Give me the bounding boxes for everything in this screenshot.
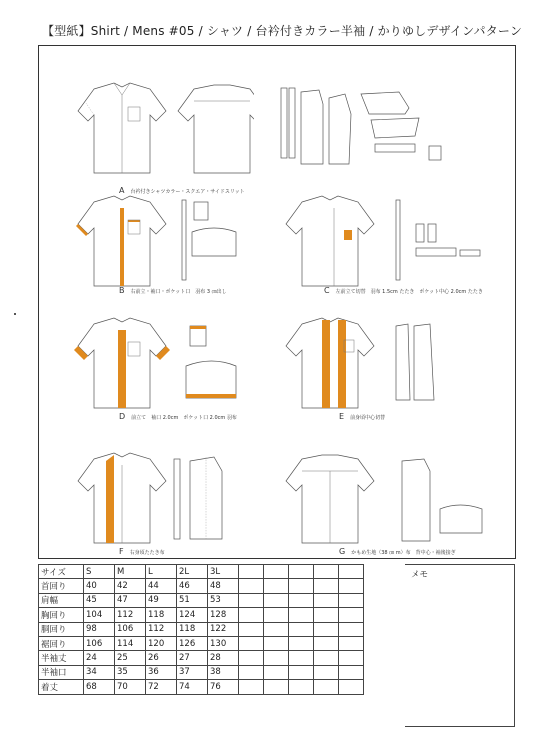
size-row-label: 裾回り bbox=[39, 636, 84, 650]
size-row-label: 胴回り bbox=[39, 622, 84, 636]
size-value-cell: 46 bbox=[177, 579, 208, 593]
panel-c bbox=[284, 194, 504, 298]
blank-cell bbox=[339, 680, 364, 694]
blank-cell bbox=[239, 622, 264, 636]
size-row-label: 半袖口 bbox=[39, 665, 84, 679]
panel-d-caption: 前立て 袖口 2.0cm ポケット口 2.0cm 羽布 bbox=[131, 415, 237, 421]
blank-cell bbox=[289, 636, 314, 650]
size-value-cell: 34 bbox=[84, 665, 115, 679]
pattern-frame bbox=[38, 45, 516, 559]
blank-cell bbox=[289, 651, 314, 665]
blank-cell bbox=[339, 608, 364, 622]
panel-a bbox=[64, 76, 254, 195]
panel-f-caption: 右身頃たたき布 bbox=[129, 550, 165, 556]
panel-b bbox=[64, 194, 254, 298]
size-value-cell: 128 bbox=[208, 608, 239, 622]
header-cell: S bbox=[84, 565, 115, 579]
shirt-d-illustration bbox=[64, 316, 254, 416]
size-row-label: 首回り bbox=[39, 579, 84, 593]
memo-label: メモ bbox=[411, 570, 429, 580]
panel-a-caption: 台衿付きシャツカラー・スクエア・サイドスリット bbox=[130, 189, 245, 195]
size-value-cell: 112 bbox=[115, 608, 146, 622]
panel-e bbox=[284, 316, 504, 420]
blank-cell bbox=[239, 579, 264, 593]
size-value-cell: 74 bbox=[177, 680, 208, 694]
header-cell: 3L bbox=[208, 565, 239, 579]
panel-a-letter: A bbox=[119, 186, 125, 195]
size-value-cell: 118 bbox=[146, 608, 177, 622]
size-value-cell: 24 bbox=[84, 651, 115, 665]
shirt-g-illustration bbox=[284, 451, 504, 551]
panel-g-letter: G bbox=[339, 547, 346, 556]
blank-cell bbox=[264, 565, 289, 579]
size-row-label: 半袖丈 bbox=[39, 651, 84, 665]
blank-cell bbox=[289, 593, 314, 607]
size-table-header bbox=[39, 565, 364, 579]
blank-cell bbox=[264, 665, 289, 679]
blank-cell bbox=[264, 651, 289, 665]
size-value-cell: 106 bbox=[115, 622, 146, 636]
header-cell: M bbox=[115, 565, 146, 579]
panel-b-caption: 右前立・袖口・ポケット口 羽布 3 ㎝出し bbox=[130, 289, 227, 295]
size-value-cell: 26 bbox=[146, 651, 177, 665]
size-value-cell: 70 bbox=[115, 680, 146, 694]
blank-cell bbox=[314, 593, 339, 607]
blank-cell bbox=[239, 636, 264, 650]
panel-e-caption: 前身頃中心切替 bbox=[350, 415, 386, 421]
table-row bbox=[39, 593, 364, 607]
blank-cell bbox=[239, 565, 264, 579]
panel-g-caption: かもめ生地（38 ㎝ m）布 背中心・袖後接ぎ bbox=[351, 550, 456, 556]
size-row-label: 肩幅 bbox=[39, 593, 84, 607]
blank-cell bbox=[289, 565, 314, 579]
panel-a-pattern-pieces bbox=[279, 84, 449, 178]
shirt-e-illustration bbox=[284, 316, 504, 416]
table-row bbox=[39, 608, 364, 622]
size-value-cell: 51 bbox=[177, 593, 208, 607]
pattern-pieces-a bbox=[279, 84, 449, 174]
size-value-cell: 25 bbox=[115, 651, 146, 665]
size-value-cell: 45 bbox=[84, 593, 115, 607]
panel-d bbox=[64, 316, 254, 420]
size-value-cell: 106 bbox=[84, 636, 115, 650]
blank-cell bbox=[339, 579, 364, 593]
size-value-cell: 98 bbox=[84, 622, 115, 636]
blank-cell bbox=[339, 565, 364, 579]
blank-cell bbox=[314, 680, 339, 694]
size-value-cell: 112 bbox=[146, 622, 177, 636]
size-row-label: 胸回り bbox=[39, 608, 84, 622]
size-value-cell: 76 bbox=[208, 680, 239, 694]
size-value-cell: 27 bbox=[177, 651, 208, 665]
header-cell: サイズ bbox=[39, 565, 84, 579]
table-row bbox=[39, 665, 364, 679]
size-value-cell: 53 bbox=[208, 593, 239, 607]
shirt-front-back-illustration bbox=[64, 76, 254, 186]
blank-cell bbox=[289, 579, 314, 593]
size-value-cell: 114 bbox=[115, 636, 146, 650]
blank-cell bbox=[339, 636, 364, 650]
size-row-label: 着丈 bbox=[39, 680, 84, 694]
blank-cell bbox=[239, 665, 264, 679]
panel-e-letter: E bbox=[339, 412, 345, 421]
blank-cell bbox=[289, 608, 314, 622]
blank-cell bbox=[339, 622, 364, 636]
size-value-cell: 44 bbox=[146, 579, 177, 593]
blank-cell bbox=[289, 680, 314, 694]
size-value-cell: 36 bbox=[146, 665, 177, 679]
table-row bbox=[39, 579, 364, 593]
blank-cell bbox=[339, 665, 364, 679]
blank-cell bbox=[264, 593, 289, 607]
panel-g bbox=[284, 451, 504, 555]
panel-c-caption: 左前立て切替 羽布 1.5cm たたき ポケット中心 2.0cm たたき bbox=[335, 289, 483, 295]
header-cell: L bbox=[146, 565, 177, 579]
size-value-cell: 104 bbox=[84, 608, 115, 622]
blank-cell bbox=[314, 636, 339, 650]
stray-mark bbox=[14, 313, 16, 315]
table-row bbox=[39, 680, 364, 694]
blank-cell bbox=[314, 565, 339, 579]
size-value-cell: 68 bbox=[84, 680, 115, 694]
size-value-cell: 37 bbox=[177, 665, 208, 679]
blank-cell bbox=[339, 651, 364, 665]
page-title: 【型紙】Shirt / Mens #05 / シャツ / 台衿付きカラー半袖 / かりゆしデザインパターン bbox=[42, 24, 523, 38]
blank-cell bbox=[314, 651, 339, 665]
blank-cell bbox=[239, 593, 264, 607]
blank-cell bbox=[339, 593, 364, 607]
blank-cell bbox=[264, 680, 289, 694]
panel-f-letter: F bbox=[119, 547, 124, 556]
shirt-c-illustration bbox=[284, 194, 504, 294]
size-value-cell: 47 bbox=[115, 593, 146, 607]
size-value-cell: 130 bbox=[208, 636, 239, 650]
blank-cell bbox=[239, 651, 264, 665]
size-value-cell: 118 bbox=[177, 622, 208, 636]
table-row bbox=[39, 651, 364, 665]
blank-cell bbox=[239, 608, 264, 622]
shirt-b-illustration bbox=[64, 194, 254, 294]
size-value-cell: 124 bbox=[177, 608, 208, 622]
size-value-cell: 120 bbox=[146, 636, 177, 650]
size-value-cell: 38 bbox=[208, 665, 239, 679]
table-row bbox=[39, 636, 364, 650]
blank-cell bbox=[264, 608, 289, 622]
blank-cell bbox=[264, 636, 289, 650]
blank-cell bbox=[314, 608, 339, 622]
size-value-cell: 122 bbox=[208, 622, 239, 636]
blank-cell bbox=[264, 622, 289, 636]
shirt-f-illustration bbox=[64, 451, 254, 551]
size-table bbox=[38, 564, 364, 695]
blank-cell bbox=[314, 665, 339, 679]
header-cell: 2L bbox=[177, 565, 208, 579]
blank-cell bbox=[314, 622, 339, 636]
size-value-cell: 126 bbox=[177, 636, 208, 650]
size-value-cell: 72 bbox=[146, 680, 177, 694]
panel-f bbox=[64, 451, 254, 555]
blank-cell bbox=[314, 579, 339, 593]
size-value-cell: 28 bbox=[208, 651, 239, 665]
size-value-cell: 49 bbox=[146, 593, 177, 607]
memo-box bbox=[405, 564, 515, 727]
size-value-cell: 48 bbox=[208, 579, 239, 593]
panel-d-letter: D bbox=[119, 412, 126, 421]
blank-cell bbox=[239, 680, 264, 694]
size-value-cell: 40 bbox=[84, 579, 115, 593]
blank-cell bbox=[264, 579, 289, 593]
blank-cell bbox=[289, 622, 314, 636]
size-value-cell: 35 bbox=[115, 665, 146, 679]
panel-b-letter: B bbox=[119, 286, 125, 295]
size-value-cell: 42 bbox=[115, 579, 146, 593]
panel-c-letter: C bbox=[324, 286, 330, 295]
table-row bbox=[39, 622, 364, 636]
blank-cell bbox=[289, 665, 314, 679]
